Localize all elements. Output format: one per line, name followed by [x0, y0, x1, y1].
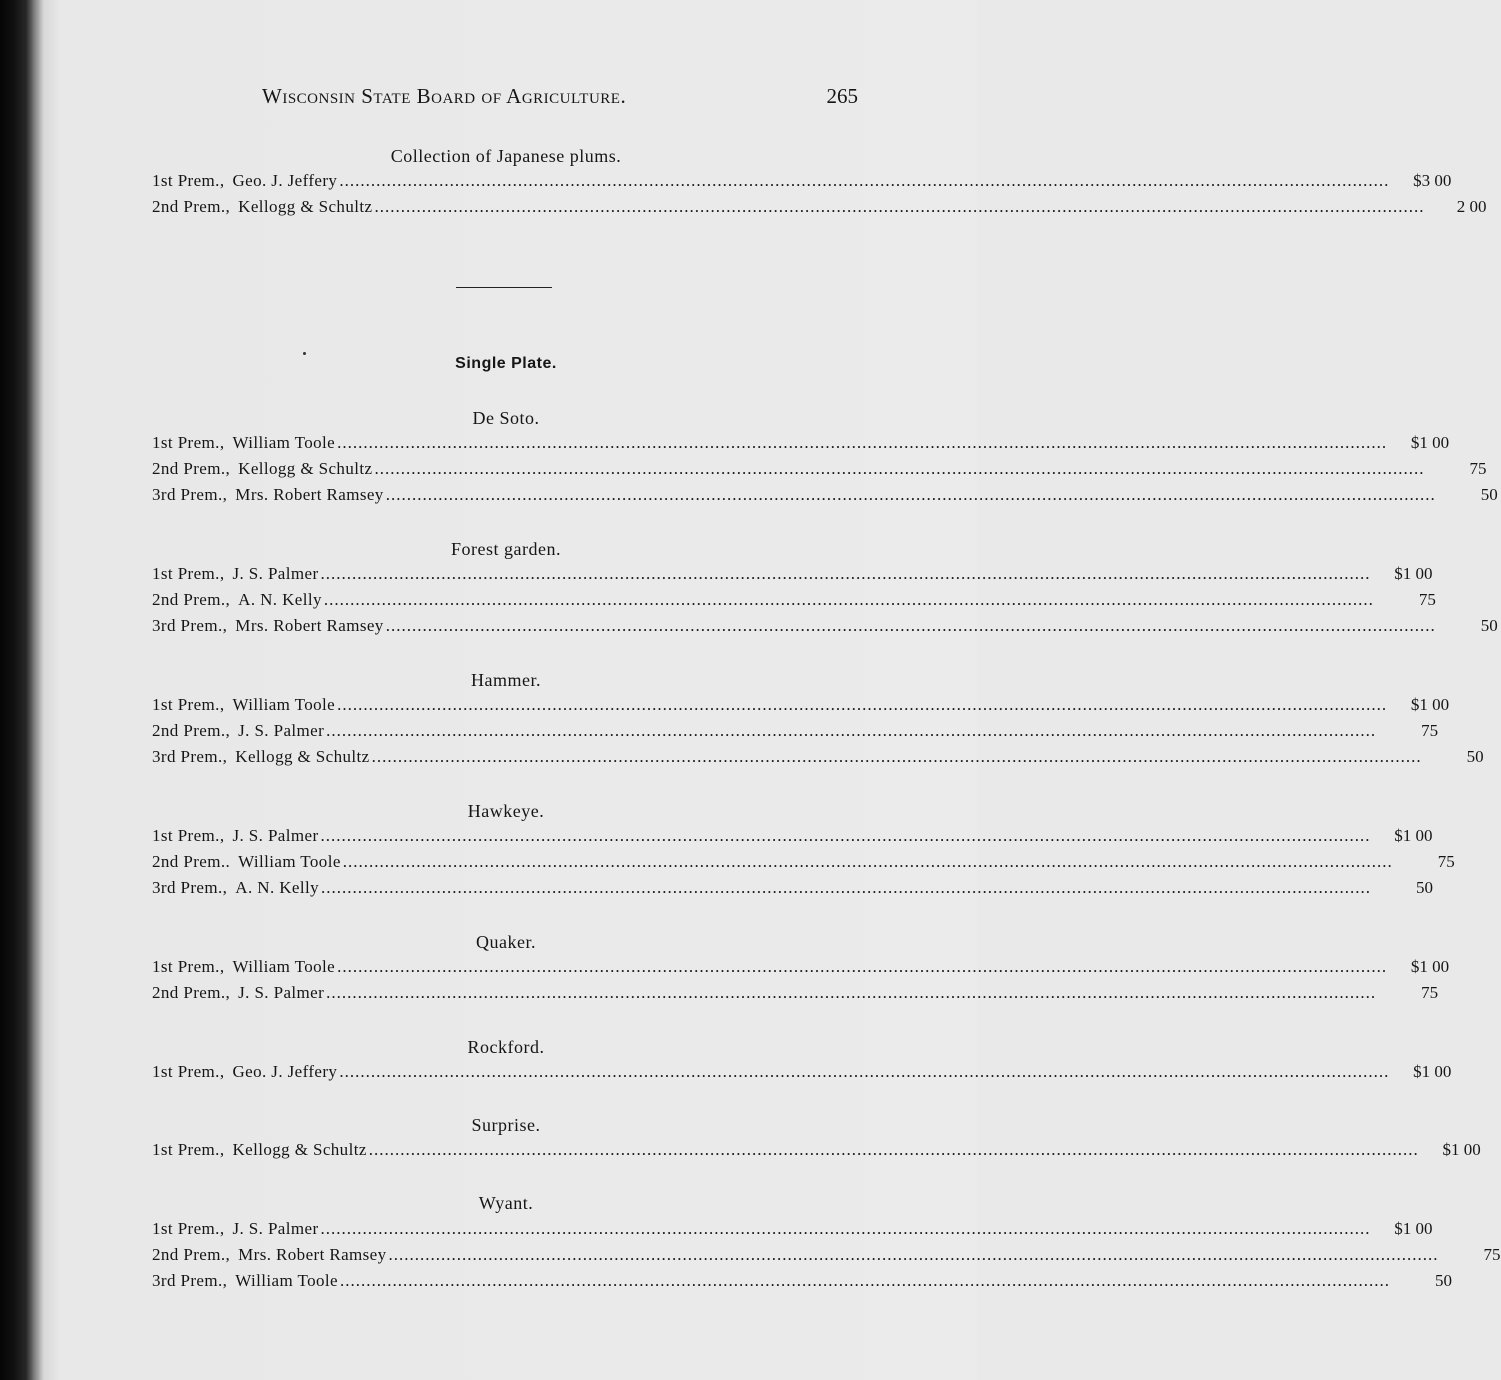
premium-amount: $1 00: [1394, 826, 1433, 845]
section-heading: Wyant.: [478, 1193, 534, 1213]
premium-row: [152, 616, 1498, 638]
premium-amount: $1 00: [1394, 1219, 1433, 1238]
premium-amount: 50: [1480, 485, 1498, 504]
premium-rank: 1st Prem.,: [152, 433, 225, 452]
premium-row: [152, 721, 1439, 743]
winner-name: Geo. J. Jeffery: [232, 1062, 338, 1081]
premium-amount: $1 00: [1413, 1062, 1452, 1081]
premium-amount: 75: [1483, 1245, 1501, 1264]
premium-row: [152, 1245, 1501, 1267]
winner-name: William Toole: [235, 1271, 338, 1290]
premium-row: [152, 171, 1452, 193]
premium-amount: 75: [1418, 590, 1436, 609]
premium-row: [152, 564, 1433, 586]
dot-leader: ........................................................................................................................................................................................................: [320, 1219, 1371, 1238]
premium-amount: $1 00: [1410, 957, 1450, 976]
dot-leader: ........................................................................................................................................................................................................: [321, 878, 1372, 897]
premium-amount: 2 00: [1456, 197, 1487, 216]
premium-row: [152, 1140, 1481, 1162]
premium-amount: $1 00: [1410, 695, 1450, 714]
winner-name: J. S. Palmer: [232, 1219, 319, 1238]
premium-row: [152, 459, 1487, 481]
section-heading: Quaker.: [476, 932, 536, 952]
premium-rank: 2nd Prem..: [152, 852, 231, 871]
premium-row: [152, 983, 1439, 1005]
running-title: Wisconsin State Board of Agriculture.: [262, 84, 627, 108]
premium-rank: 2nd Prem.,: [152, 983, 231, 1002]
premium-amount: 75: [1421, 983, 1439, 1002]
winner-name: William Toole: [238, 852, 341, 871]
binding-shadow: [20, 0, 42, 1380]
premium-rank: 3rd Prem.,: [152, 747, 228, 766]
dot-leader: ........................................................................................................................................................................................................: [374, 459, 1425, 478]
winner-name: A. N. Kelly: [238, 590, 322, 609]
winner-name: Mrs. Robert Ramsey: [238, 1245, 387, 1264]
section-divider: [456, 287, 552, 288]
winner-name: Kellogg & Schultz: [235, 747, 370, 766]
premium-rank: 1st Prem.,: [152, 1219, 225, 1238]
dot-leader: ........................................................................................................................................................................................................: [337, 957, 1388, 976]
dot-leader: ........................................................................................................................................................................................................: [388, 1245, 1439, 1264]
premium-row: [152, 590, 1436, 612]
premium-row: [152, 1219, 1433, 1241]
dot-leader: ........................................................................................................................................................................................................: [339, 171, 1390, 190]
section-heading: De Soto.: [472, 408, 540, 428]
dot-leader: ........................................................................................................................................................................................................: [342, 852, 1393, 871]
dot-leader: ........................................................................................................................................................................................................: [320, 564, 1371, 583]
dot-leader: ........................................................................................................................................................................................................: [385, 616, 1436, 635]
premium-amount: 50: [1480, 616, 1498, 635]
dot-leader: ........................................................................................................................................................................................................: [323, 590, 1374, 609]
winner-name: Kellogg & Schultz: [238, 197, 373, 216]
premium-row: [152, 957, 1450, 979]
premium-amount: $1 00: [1410, 433, 1450, 452]
dot-leader: ........................................................................................................................................................................................................: [374, 197, 1425, 216]
premium-row: [152, 878, 1434, 900]
premium-rank: 3rd Prem.,: [152, 878, 228, 897]
winner-name: Mrs. Robert Ramsey: [235, 485, 384, 504]
premium-amount: $3 00: [1413, 171, 1452, 190]
winner-name: William Toole: [232, 433, 336, 452]
winner-name: Mrs. Robert Ramsey: [235, 616, 384, 635]
page-number: 265: [826, 84, 858, 108]
dot-leader: ........................................................................................................................................................................................................: [385, 485, 1436, 504]
premium-row: [152, 747, 1484, 769]
section-heading: Collection of Japanese plums.: [390, 146, 622, 166]
section-heading: Forest garden.: [451, 539, 561, 559]
premium-row: [152, 852, 1455, 874]
section-heading: Rockford.: [467, 1037, 545, 1057]
premium-rank: 1st Prem.,: [152, 564, 225, 583]
premium-rank: 3rd Prem.,: [152, 485, 228, 504]
winner-name: J. S. Palmer: [232, 564, 319, 583]
winner-name: A. N. Kelly: [235, 878, 320, 897]
dot-leader: ........................................................................................................................................................................................................: [339, 1271, 1390, 1290]
dot-leader: ........................................................................................................................................................................................................: [337, 433, 1388, 452]
premium-rank: 3rd Prem.,: [152, 616, 228, 635]
winner-name: J. S. Palmer: [232, 826, 319, 845]
premium-rank: 1st Prem.,: [152, 1140, 225, 1159]
premium-rank: 3rd Prem.,: [152, 1271, 228, 1290]
dot-leader: ........................................................................................................................................................................................................: [339, 1062, 1390, 1081]
dot-leader: ........................................................................................................................................................................................................: [320, 826, 1371, 845]
dot-leader: ........................................................................................................................................................................................................: [326, 983, 1377, 1002]
premium-rank: 1st Prem.,: [152, 171, 225, 190]
premium-rank: 2nd Prem.,: [152, 721, 231, 740]
section-heading-main: Single Plate.: [455, 355, 557, 372]
premium-rank: 1st Prem.,: [152, 957, 225, 976]
premium-rank: 2nd Prem.,: [152, 590, 231, 609]
premium-row: [152, 1062, 1452, 1084]
page-header: [262, 84, 858, 112]
section-heading: Hawkeye.: [467, 801, 545, 821]
premium-amount: 75: [1421, 721, 1439, 740]
premium-amount: $1 00: [1442, 1140, 1481, 1159]
section-heading: Hammer.: [471, 670, 541, 690]
premium-row: [152, 826, 1433, 848]
premium-amount: 50: [1416, 878, 1434, 897]
winner-name: William Toole: [232, 695, 336, 714]
premium-rank: 1st Prem.,: [152, 1062, 225, 1081]
premium-amount: 50: [1466, 747, 1484, 766]
premium-amount: 75: [1469, 459, 1487, 478]
premium-amount: 50: [1434, 1271, 1452, 1290]
dot-leader: ........................................................................................................................................................................................................: [371, 747, 1422, 766]
winner-name: J. S. Palmer: [238, 983, 325, 1002]
premium-amount: 75: [1437, 852, 1455, 871]
premium-row: [152, 433, 1450, 455]
premium-rank: 2nd Prem.,: [152, 459, 231, 478]
premium-row: [152, 695, 1450, 717]
winner-name: Geo. J. Jeffery: [232, 171, 338, 190]
winner-name: Kellogg & Schultz: [232, 1140, 367, 1159]
winner-name: Kellogg & Schultz: [238, 459, 373, 478]
premium-rank: 1st Prem.,: [152, 826, 225, 845]
premium-amount: $1 00: [1394, 564, 1433, 583]
dot-leader: ........................................................................................................................................................................................................: [368, 1140, 1419, 1159]
section-heading: Surprise.: [471, 1115, 541, 1135]
premium-rank: 2nd Prem.,: [152, 1245, 231, 1264]
dot-leader: ........................................................................................................................................................................................................: [326, 721, 1377, 740]
premium-rank: 1st Prem.,: [152, 695, 225, 714]
premium-rank: 2nd Prem.,: [152, 197, 231, 216]
premium-row: [152, 1271, 1452, 1293]
winner-name: William Toole: [232, 957, 336, 976]
winner-name: J. S. Palmer: [238, 721, 325, 740]
premium-row: [152, 197, 1487, 219]
premium-row: [152, 485, 1498, 507]
dot-leader: ........................................................................................................................................................................................................: [337, 695, 1388, 714]
